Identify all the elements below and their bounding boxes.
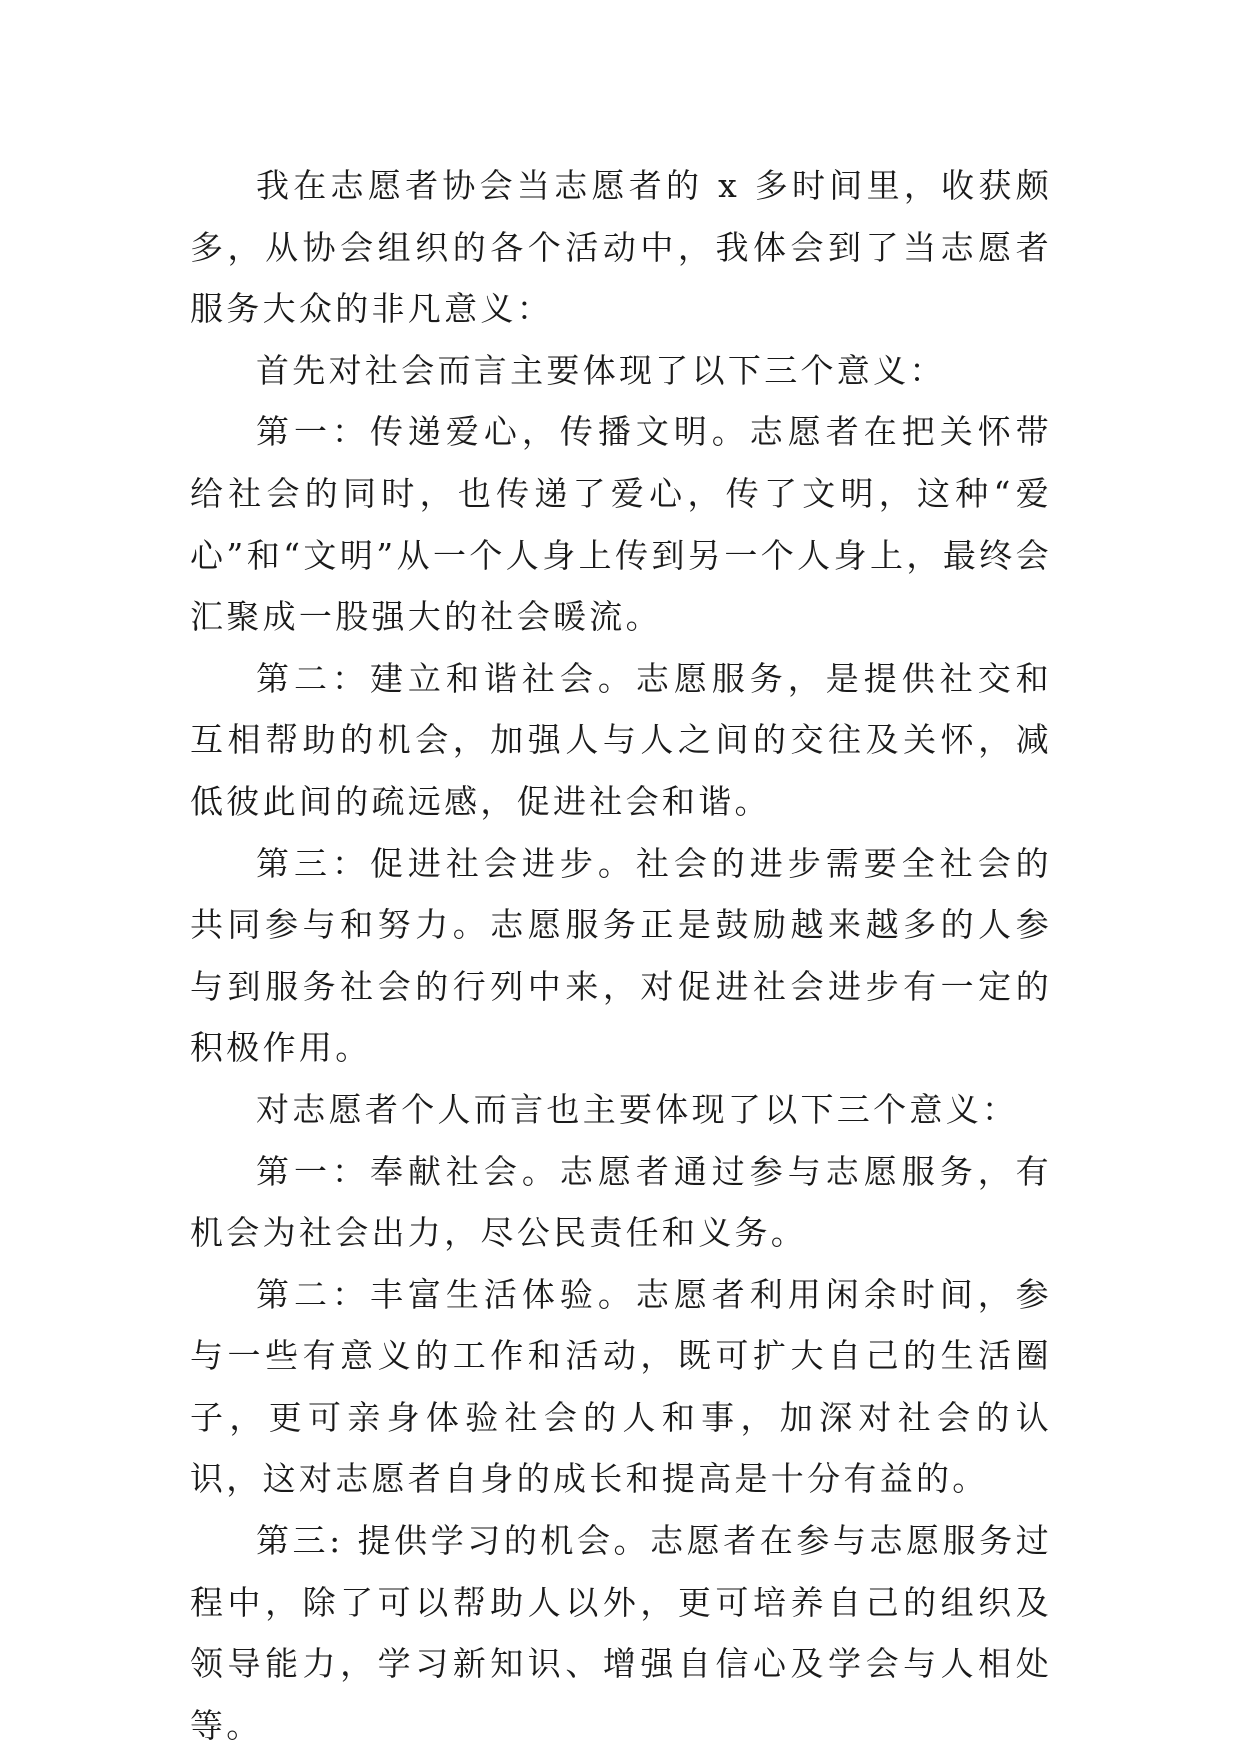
paragraph-intro: 我在志愿者协会当志愿者的 x 多时间里，收获颇多，从协会组织的各个活动中，我体会到了当志愿者服务大众的非凡意义： <box>190 166 1052 329</box>
paragraph-society-point-1: 第一：传递爱心，传播文明。志愿者在把关怀带给社会的同时，也传递了爱心，传了文明，这种“爱心”和“文明”从一个人身上传到另一个人身上，最终会汇聚成一股强大的社会暖流。 <box>190 412 1052 637</box>
paragraph-individual-point-2: 第二：丰富生活体验。志愿者利用闲余时间，参与一些有意义的工作和活动，既可扩大自己的生活圈子，更可亲身体验社会的人和事，加深对社会的认识，这对志愿者自身的成长和提高是十分有益的。 <box>190 1274 1052 1499</box>
paragraph-individual-point-3: 第三: 提供学习的机会。志愿者在参与志愿服务过程中，除了可以帮助人以外，更可培养自己的组织及领导能力，学习新知识、增强自信心及学会与人相处等。 <box>190 1521 1052 1745</box>
paragraph-individual-point-1: 第一：奉献社会。志愿者通过参与志愿服务，有机会为社会出力，尽公民责任和义务。 <box>190 1151 1052 1253</box>
paragraph-society-point-3: 第三：促进社会进步。社会的进步需要全社会的共同参与和努力。志愿服务正是鼓励越来越多的人参与到服务社会的行列中来，对促进社会进步有一定的积极作用。 <box>190 843 1052 1068</box>
document-body <box>190 155 1052 1756</box>
paragraph-society-heading: 首先对社会而言主要体现了以下三个意义： <box>256 350 946 390</box>
paragraph-individual-heading: 对志愿者个人而言也主要体现了以下三个意义： <box>256 1089 1019 1129</box>
paragraph-society-point-2: 第二：建立和谐社会。志愿服务，是提供社交和互相帮助的机会，加强人与人之间的交往及关怀，减低彼此间的疏远感，促进社会和谐。 <box>190 658 1052 821</box>
